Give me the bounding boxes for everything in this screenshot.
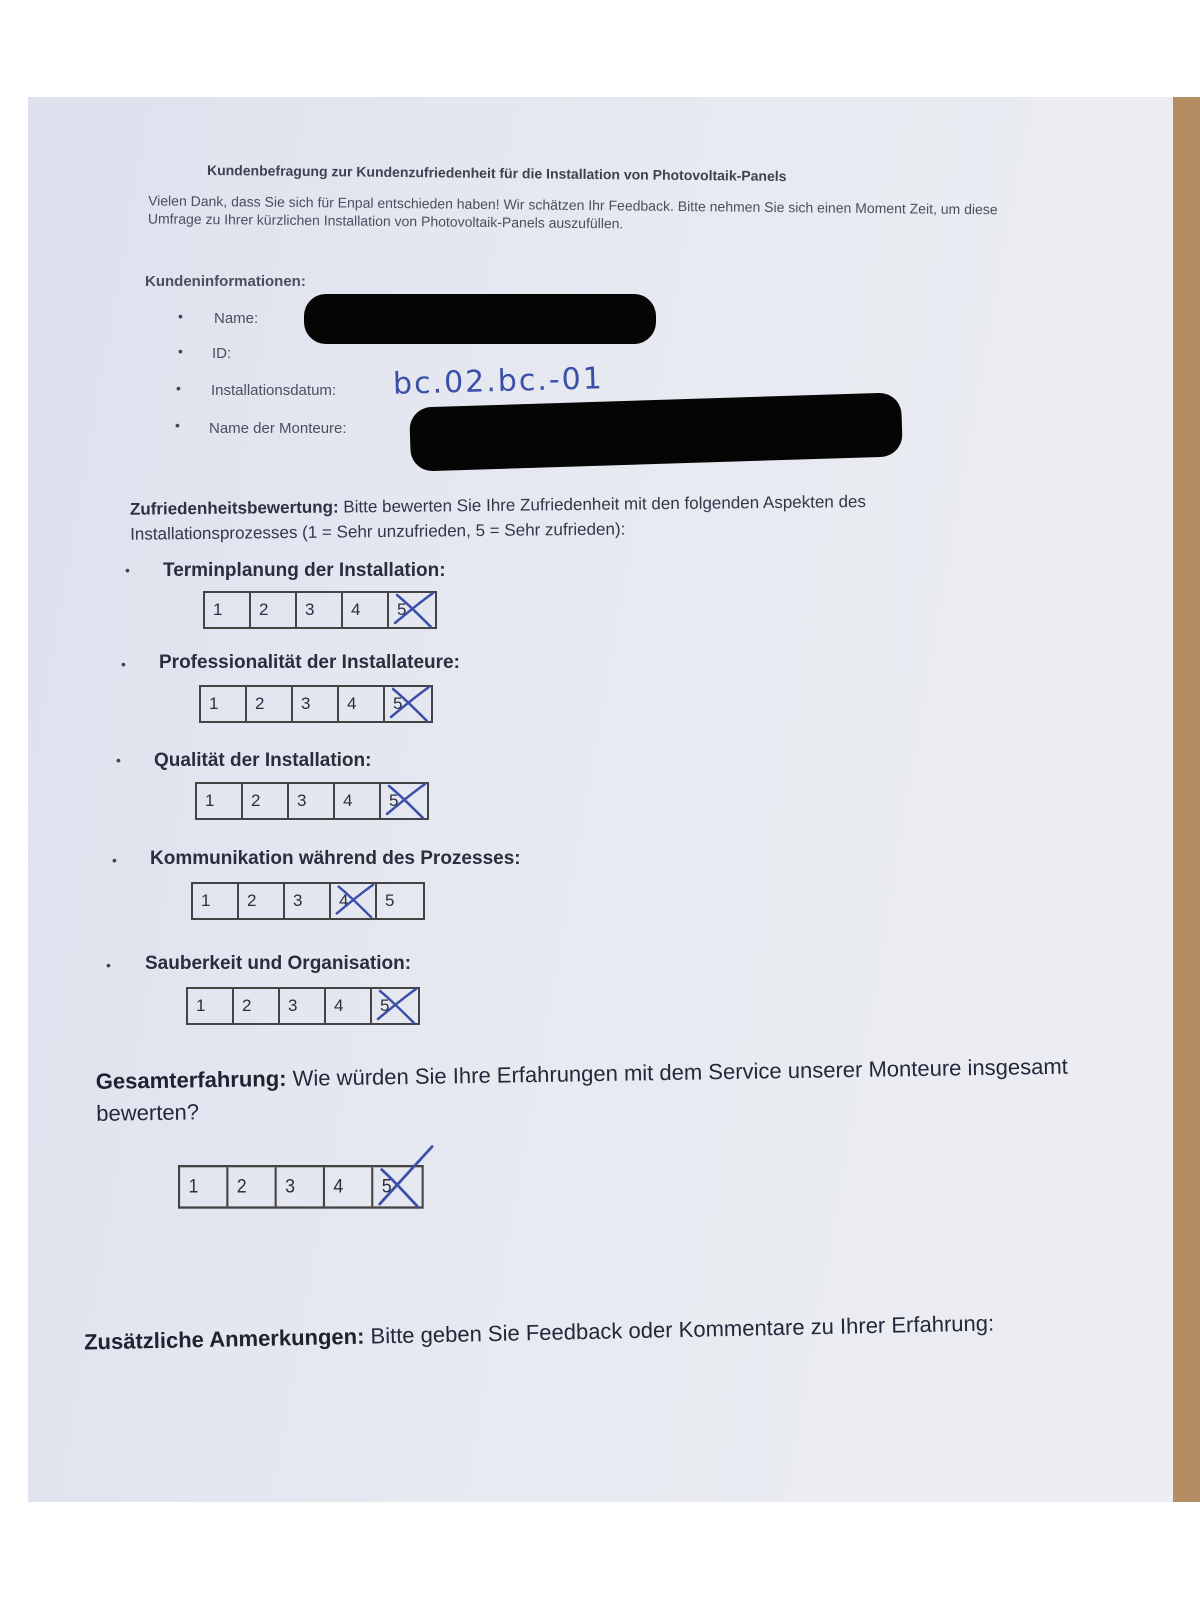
bullet-icon: • — [125, 562, 130, 578]
rating-scale-quality — [195, 782, 429, 820]
bullet-icon: • — [106, 957, 111, 973]
rating-scale-cleanliness — [186, 987, 420, 1025]
rating-cell-3[interactable] — [293, 687, 339, 721]
bullet-icon: • — [116, 752, 121, 768]
rating-number: 4 — [343, 791, 353, 810]
rating-number: 1 — [209, 694, 219, 713]
checkmark-x-icon — [389, 593, 435, 627]
satisfaction-heading: Zufriedenheitsbewertung: — [129, 497, 339, 519]
rating-number: 3 — [285, 1175, 296, 1198]
rating-cell-5[interactable] — [377, 884, 423, 918]
rating-cell-2[interactable] — [239, 884, 285, 918]
rating-cell-5[interactable] — [373, 1167, 421, 1206]
checkmark-x-icon — [385, 687, 431, 721]
name-label: Name: — [214, 310, 259, 327]
rating-number: 3 — [297, 791, 307, 810]
rating-cell-2[interactable] — [247, 687, 293, 721]
id-label: ID: — [212, 345, 232, 362]
checkmark-x-icon — [381, 784, 427, 818]
rating-cell-1[interactable] — [205, 593, 251, 627]
item-label-professionalism: Professionalität der Installateure: — [159, 652, 460, 673]
satisfaction-intro — [130, 487, 1030, 546]
rating-cell-1[interactable] — [197, 784, 243, 818]
bullet-icon: • — [178, 343, 183, 359]
rating-cell-1[interactable] — [201, 687, 247, 721]
rating-cell-1[interactable] — [193, 884, 239, 918]
overall-heading: Gesamterfahrung: — [95, 1065, 287, 1094]
survey-title: Kundenbefragung zur Kundenzufriedenheit für die Installation von Photovoltaik-Panels — [206, 161, 787, 185]
rating-cell-4[interactable] — [325, 1167, 373, 1206]
rating-number: 3 — [305, 600, 315, 619]
rating-cell-1[interactable] — [180, 1167, 228, 1206]
rating-cell-2[interactable] — [234, 989, 280, 1023]
rating-number: 2 — [236, 1175, 247, 1198]
rating-number: 1 — [205, 791, 215, 810]
rating-number: 2 — [242, 996, 252, 1015]
rating-number: 5 — [385, 891, 395, 910]
rating-number: 1 — [213, 600, 223, 619]
bullet-icon: • — [175, 417, 180, 433]
satisfaction-text: Bitte bewerten Sie Ihre Zufriedenheit mit den folgenden Aspekten des Installationsprozesses (1 = Sehr unzufrieden, 5 = Sehr zufrieden): — [130, 492, 867, 544]
overall-text: Wie würden Sie Ihre Erfahrungen mit dem Service unserer Monteure insgesamt bewerten? — [96, 1053, 1068, 1126]
item-label-cleanliness: Sauberkeit und Organisation: — [145, 953, 412, 974]
item-label-communication: Kommunikation während des Prozesses: — [150, 848, 521, 869]
comments-heading: Zusätzliche Anmerkungen: — [83, 1323, 365, 1355]
item-label-quality: Qualität der Installation: — [154, 750, 372, 771]
rating-cell-4[interactable] — [331, 884, 377, 918]
rating-number: 2 — [251, 791, 261, 810]
rating-cell-2[interactable] — [228, 1167, 276, 1206]
checkmark-x-icon — [331, 884, 375, 918]
rating-number: 3 — [293, 891, 303, 910]
rating-cell-3[interactable] — [285, 884, 331, 918]
bullet-icon: • — [176, 380, 181, 396]
rating-number: 2 — [255, 694, 265, 713]
rating-number: 1 — [188, 1175, 199, 1198]
rating-number: 4 — [351, 600, 361, 619]
rating-number: 3 — [288, 996, 298, 1015]
rating-cell-5[interactable] — [385, 687, 431, 721]
bullet-icon: • — [112, 852, 117, 868]
rating-cell-5[interactable] — [381, 784, 427, 818]
rating-cell-5[interactable] — [389, 593, 435, 627]
rating-scale-scheduling — [203, 591, 437, 629]
rating-number: 2 — [247, 891, 257, 910]
rating-number: 5 — [397, 600, 407, 619]
installation-date-label: Installationsdatum: — [211, 382, 337, 399]
rating-cell-4[interactable] — [335, 784, 381, 818]
checkmark-x-icon — [373, 1167, 421, 1206]
rating-number: 1 — [196, 996, 206, 1015]
rating-scale-professionalism — [199, 685, 433, 723]
rating-number: 5 — [380, 996, 390, 1015]
rating-cell-3[interactable] — [289, 784, 335, 818]
rating-number: 3 — [301, 694, 311, 713]
bullet-icon: • — [121, 656, 126, 672]
rating-number: 1 — [201, 891, 211, 910]
rating-number: 5 — [393, 694, 403, 713]
rating-cell-3[interactable] — [280, 989, 326, 1023]
comments-text: Bitte geben Sie Feedback oder Kommentare zu Ihrer Erfahrung: — [370, 1310, 995, 1349]
rating-cell-4[interactable] — [326, 989, 372, 1023]
rating-number: 2 — [259, 600, 269, 619]
checkmark-x-icon — [372, 989, 418, 1023]
rating-scale-communication — [191, 882, 425, 920]
intro-text: Vielen Dank, dass Sie sich für Enpal entschieden haben! Wir schätzen Ihr Feedback. Bitte nehmen Sie sich einen Moment Zeit, um diese Umfrage zu Ihrer kürzlichen Installation von Photovoltaik-Panels auszufüllen. — [147, 192, 998, 232]
rating-cell-5[interactable] — [372, 989, 418, 1023]
name-redaction — [304, 294, 656, 344]
rating-scale-overall — [178, 1165, 424, 1209]
rating-number: 5 — [381, 1175, 392, 1198]
customer-info-heading: Kundeninformationen: — [145, 273, 306, 290]
rating-cell-1[interactable] — [188, 989, 234, 1023]
rating-cell-3[interactable] — [297, 593, 343, 627]
rating-cell-3[interactable] — [277, 1167, 325, 1206]
rating-cell-4[interactable] — [339, 687, 385, 721]
installation-date-handwritten: bc.02.bc.-01 — [392, 361, 605, 402]
bullet-icon: • — [178, 308, 183, 324]
installers-label: Name der Monteure: — [209, 420, 347, 437]
rating-number: 4 — [334, 996, 344, 1015]
rating-number: 4 — [333, 1175, 344, 1198]
rating-number: 4 — [339, 891, 349, 910]
rating-cell-2[interactable] — [251, 593, 297, 627]
rating-number: 4 — [347, 694, 357, 713]
rating-cell-2[interactable] — [243, 784, 289, 818]
rating-number: 5 — [389, 791, 399, 810]
item-label-scheduling: Terminplanung der Installation: — [163, 560, 446, 581]
rating-cell-4[interactable] — [343, 593, 389, 627]
